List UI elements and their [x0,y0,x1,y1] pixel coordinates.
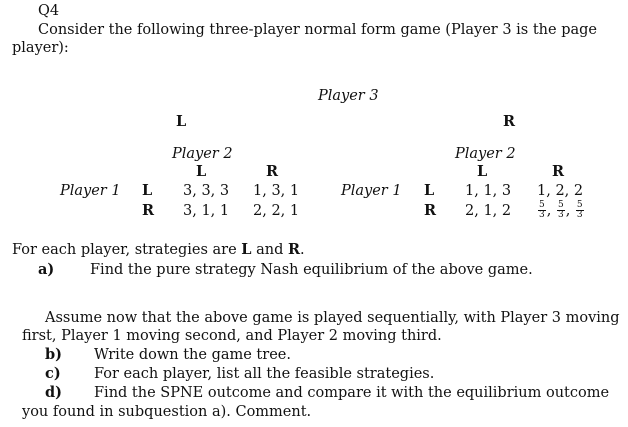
right-payoff-lr: 1, 2, 2 [537,183,584,199]
part-b-text: Write down the game tree. [94,347,291,363]
fraction-3: $\frac{5}{3}$ [576,200,583,220]
part-d-line-2: you found in subquestion a). Comment. [22,404,312,420]
fraction-1: $\frac{5}{3}$ [539,200,545,220]
left-player1-label: Player 1 [60,183,121,199]
intro-line-1: Consider the following three-player normal form game (Player 3 is the page [38,22,597,38]
question-heading: Q4 [38,3,60,19]
right-p3-strategy: R [503,113,516,130]
part-d-label: d) [45,384,62,401]
left-p1-strategy-r: R [142,202,155,219]
part-b-label: b) [45,346,62,363]
part-a-text: Find the pure strategy Nash equilibrium of the above game. [90,262,533,278]
part-a-label: a) [38,261,55,278]
part-c-label: c) [45,365,61,382]
right-p2-strategy-r: R [552,163,565,180]
left-player2-label: Player 2 [172,146,233,162]
left-p2-strategy-l: L [196,163,207,180]
right-player1-label: Player 1 [341,183,402,199]
left-p3-strategy: L [176,113,187,130]
left-p1-strategy-l: L [142,182,153,199]
right-payoff-rr: $\frac{5}{3}$ , $\frac{5}{3}$ , $\frac{5}{3}$ [539,200,583,220]
right-p2-strategy-l: L [477,163,488,180]
part-c-text: For each player, list all the feasible strategies. [94,366,435,382]
left-payoff-rr: 2, 2, 1 [253,203,300,219]
sequential-line-2: first, Player 1 moving second, and Player 2 moving third. [22,328,442,344]
right-p1-strategy-r: R [424,202,437,219]
part-d-text: Find the SPNE outcome and compare it with the equilibrium outcome [94,385,610,401]
right-player2-label: Player 2 [455,146,516,162]
left-p2-strategy-r: R [266,163,279,180]
player3-label: Player 3 [318,88,379,104]
right-payoff-rl: 2, 1, 2 [465,203,512,219]
left-payoff-lr: 1, 3, 1 [253,183,300,199]
right-p1-strategy-l: L [424,182,435,199]
left-payoff-rl: 3, 1, 1 [183,203,230,219]
sequential-line-1: Assume now that the above game is played sequentially, with Player 3 moving [45,310,620,326]
strategies-statement: For each player, strategies are L and R. [12,241,305,258]
left-payoff-ll: 3, 3, 3 [183,183,230,199]
fraction-2: $\frac{5}{3}$ [557,200,564,220]
right-payoff-ll: 1, 1, 3 [465,183,512,199]
intro-line-2: player): [12,40,69,56]
